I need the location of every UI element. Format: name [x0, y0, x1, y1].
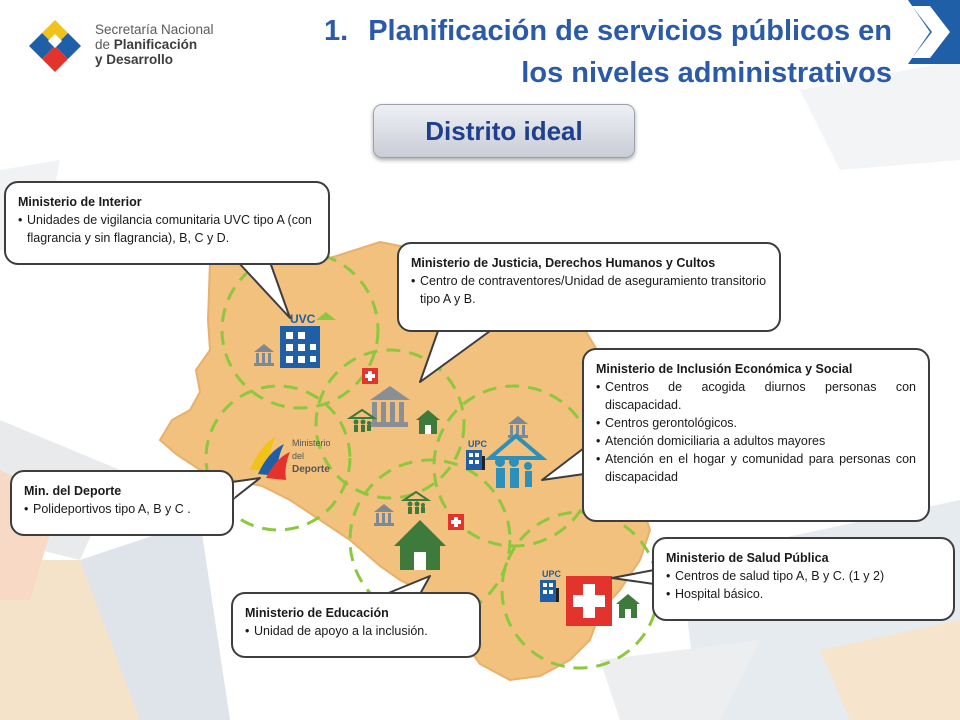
- uvc-label: UVC: [290, 312, 316, 326]
- callout-salud-item: • Centros de salud tipo A, B y C. (1 y 2): [666, 567, 941, 585]
- title-line1-text: Planificación de servicios públicos en: [368, 15, 892, 47]
- health-cross-icon: [362, 368, 378, 384]
- callout-inclusion-title: Ministerio de Inclusión Económica y Social: [596, 362, 853, 376]
- house-icon: [616, 594, 640, 618]
- callout-educacion-title: Ministerio de Educación: [245, 606, 389, 620]
- callout-inclusion: [582, 348, 930, 522]
- subtitle-button: Distrito ideal: [373, 104, 635, 158]
- hospital-cross-icon: [566, 576, 612, 626]
- upc-label: UPC: [542, 569, 562, 579]
- logo-line1: Secretaría Nacional: [95, 22, 214, 37]
- callout-inclusion-item: • Centros gerontológicos.: [596, 414, 916, 432]
- upc-label: UPC: [468, 439, 488, 449]
- health-cross-icon: [448, 514, 464, 530]
- callout-salud-title: Ministerio de Salud Pública: [666, 551, 829, 565]
- callout-justicia: [397, 242, 781, 332]
- deporte-logo-line1: Ministerio: [292, 438, 331, 448]
- callout-deporte-title: Min. del Deporte: [24, 484, 122, 498]
- callout-inclusion-item: • Atención domiciliaria a adultos mayores: [596, 432, 916, 450]
- callout-deporte-item: • Polideportivos tipo A, B y C .: [24, 500, 220, 518]
- callout-justicia-title: Ministerio de Justicia, Derechos Humanos y Cultos: [411, 256, 716, 270]
- logo-line2-prefix: de: [95, 37, 111, 52]
- callout-educacion: [231, 592, 481, 658]
- callout-inclusion-item: • Atención en el hogar y comunidad para personas con discapacidad: [596, 450, 916, 486]
- callout-justicia-item: • Centro de contraventores/Unidad de aseguramiento transitorio tipo A y B.: [411, 272, 767, 308]
- callout-interior-title: Ministerio de Interior: [18, 195, 142, 209]
- logo-line2-bold: Planificación: [113, 37, 198, 52]
- callout-interior: [4, 181, 330, 265]
- title-number: 1.: [324, 15, 349, 47]
- deporte-logo-line3: Deporte: [292, 464, 330, 475]
- title-line2: los niveles administrativos: [521, 57, 892, 89]
- callout-educacion-item: • Unidad de apoyo a la inclusión.: [245, 622, 467, 640]
- callout-salud: [652, 537, 955, 621]
- logo-line3-bold: y Desarrollo: [95, 52, 174, 67]
- callout-deporte: [10, 470, 234, 536]
- callout-salud-item: • Hospital básico.: [666, 585, 941, 603]
- deporte-logo-line2: del: [292, 451, 305, 461]
- callout-inclusion-item: • Centros de acogida diurnos personas con discapacidad.: [596, 378, 916, 414]
- callout-interior-item: • Unidades de vigilancia comunitaria UVC tipo A (con flagrancia y sin flagrancia), B, C y D.: [18, 211, 316, 247]
